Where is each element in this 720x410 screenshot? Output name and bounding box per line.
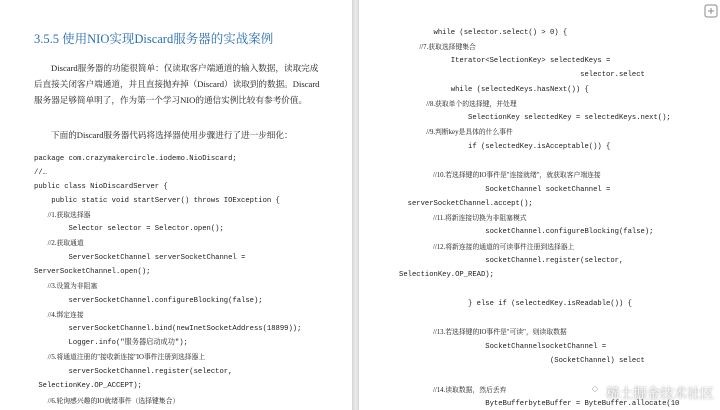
code-comment: //5.将通道注册的"接收新连接"IO事件注册到选择器上 [34,354,206,361]
code-line: serverSocketChannel.bind(newInetSocketAddress(18899)); [34,325,302,333]
code-line: serverSocketChannel.register(selector, [34,368,233,376]
code-line: //… [34,169,47,177]
juejin-logo-icon [588,385,602,399]
code-line: SelectionKey selectedKey = selectedKeys.next(); [399,114,671,122]
code-line: if (selectedKey.isAcceptable()) { [399,143,611,151]
code-line: } else if (selectedKey.isReadable()) { [399,300,632,308]
code-comment: //12.将新连接的通道的可读事件注册到选择器上 [399,244,575,251]
code-line: while (selectedKeys.hasNext()) { [399,86,589,94]
code-line: while (selector.select() > 0) { [399,29,568,37]
code-line: SocketChannel socketChannel = [399,186,611,194]
code-comment: //2.获取通道 [34,240,84,247]
code-line: Logger.info("服务器启动成功"); [34,339,188,347]
intro-paragraph: Discard服务器的功能很简单：仅读取客户端通道的输入数据，读取完成后直接关闭客户端通道，并且直接抛弃掉（Discard）读取到的数据。Discard服务器足够简单明了，作为第一个学习NIO的通信实例比较有参考价值。 [34,63,320,105]
left-page [0,0,352,410]
code-comment: //7.获取选择键集合 [399,44,476,51]
code-line: serverSocketChannel.accept(); [399,200,533,208]
code-comment: //9.判断key是具体的什么事件 [399,129,513,136]
code-line: Iterator<SelectionKey> selectedKeys = [399,57,611,65]
code-line: ServerSocketChannel.open(); [34,268,151,276]
page-corner-icon[interactable] [704,4,718,18]
code-comment: //13.若选择键的IO事件是"可读"，则读取数据 [399,329,567,336]
code-line: public class NioDiscardServer { [34,183,168,191]
code-line: socketChannel.register(selector, [399,257,624,265]
code-comment: //4.绑定连接 [34,312,84,319]
code-line: selector.select [399,71,645,79]
lead-paragraph: 下面的Discard服务器代码将选择器使用步骤进行了进一步细化： [51,130,293,140]
code-line: ByteBufferbyteBuffer = ByteBuffer.allocate(10 [399,400,680,408]
code-comment: //14.读取数据，然后丢弃 [399,387,507,394]
code-comment: //6.轮询感兴趣的IO就绪事件（选择键集合） [34,398,180,405]
code-comment: //8.获取单个的选择键，并处理 [399,101,517,108]
section-heading: 3.5.5 使用NIO实现Discard服务器的实战案例 [34,32,274,46]
right-page [359,0,720,410]
code-line: serverSocketChannel.configureBlocking(false); [34,297,263,305]
code-line: package com.crazymakercircle.iodemo.NioDiscard; [34,155,237,163]
code-line: socketChannel.configureBlocking(false); [399,228,654,236]
watermark [588,382,714,402]
code-comment: //11.将新连接切换为非阻塞模式 [399,215,527,222]
code-line: SocketChannelsocketChannel = [399,343,607,351]
code-comment: //3.设置为非阻塞 [34,283,98,290]
code-line: SelectionKey.OP_ACCEPT); [34,382,142,390]
code-line: public static void startServer() throws IOException { [34,197,280,205]
code-comment: //1.获取选择器 [34,212,91,219]
code-comment: //10.若选择键的IO事件是"连接就绪"，就获取客户端连接 [399,172,601,179]
code-line: SelectionKey.OP_READ); [399,271,494,279]
code-line: Selector selector = Selector.open(); [34,225,224,233]
page-gutter [352,0,359,410]
watermark-text: 稀土掘金技术社区 [606,386,714,402]
code-line: (SocketChannel) select [399,357,645,365]
code-line: ServerSocketChannel serverSocketChannel = [34,254,246,262]
